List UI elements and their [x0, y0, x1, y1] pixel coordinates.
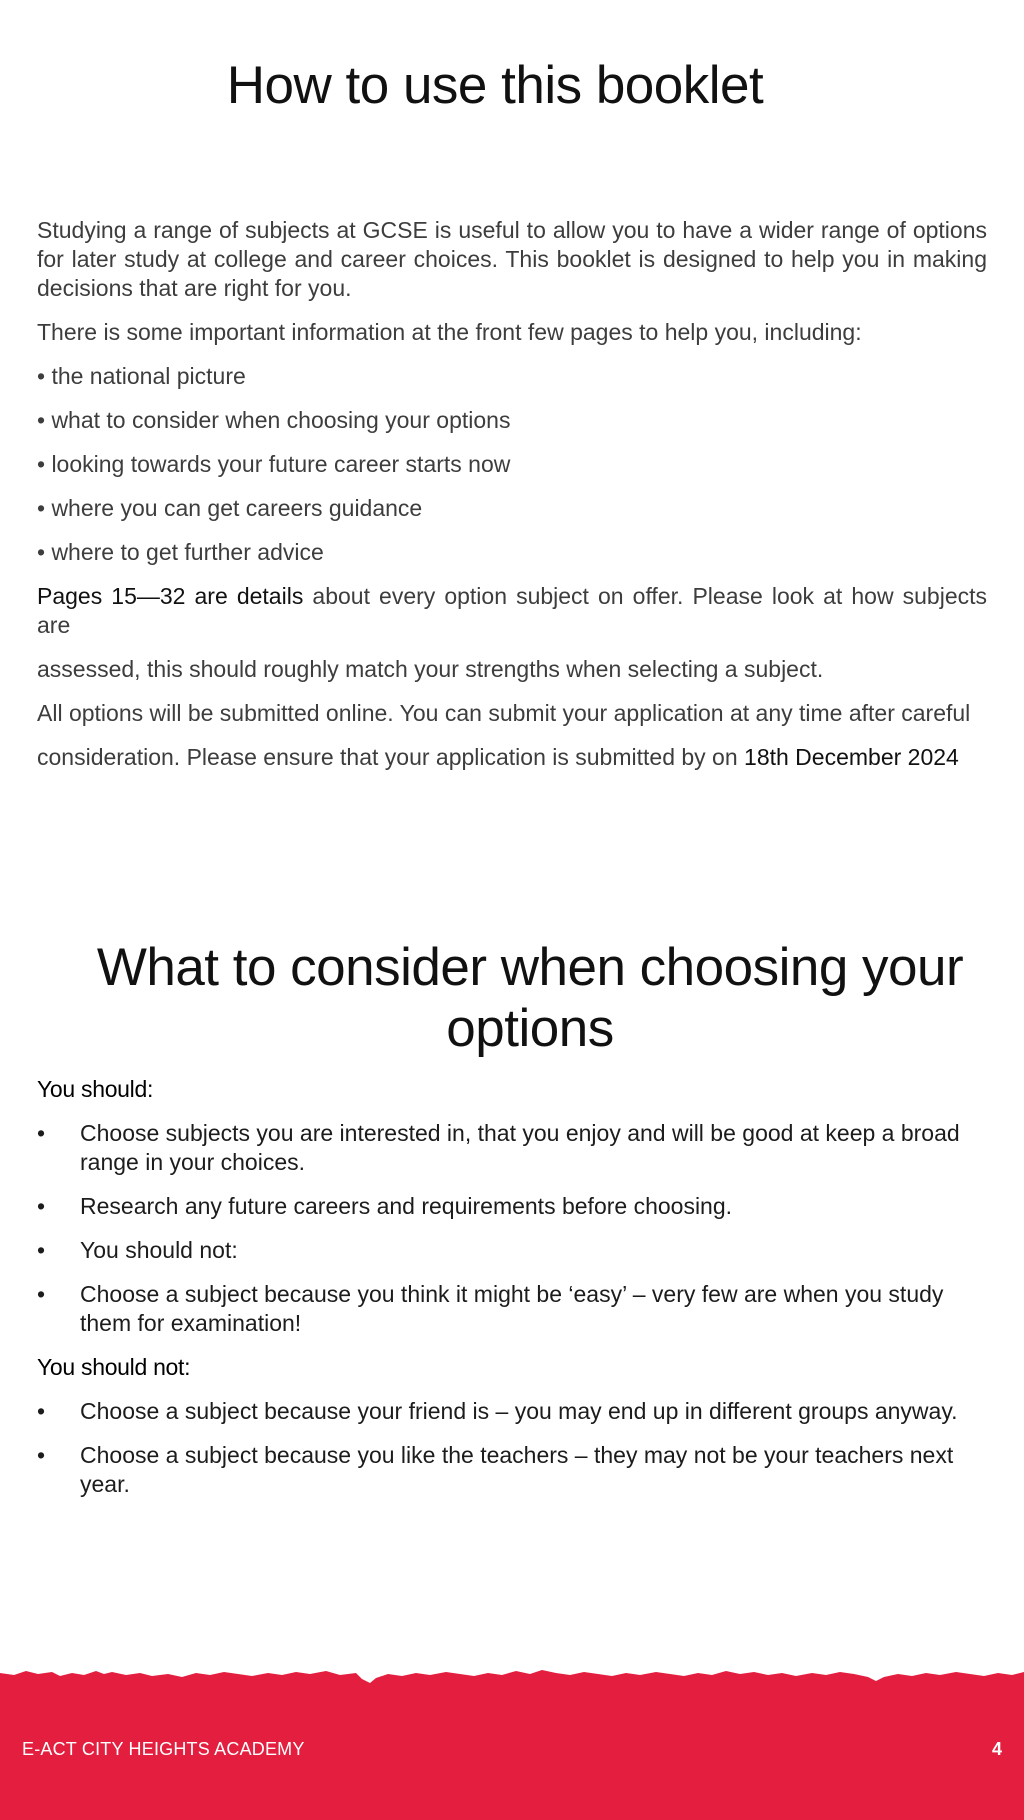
bullet-icon: •	[37, 1193, 46, 1219]
list-item	[37, 1280, 987, 1338]
list-item-text: Choose a subject because you think it might be ‘easy’ – very few are when you study them for examination!	[80, 1281, 944, 1336]
page-title: How to use this booklet	[226, 56, 764, 115]
footer-organisation: E-ACT CITY HEIGHTS ACADEMY	[22, 1739, 305, 1759]
list-item-text: Research any future careers and requirements before choosing.	[80, 1193, 733, 1219]
should-heading: You should:	[37, 1076, 154, 1102]
list-item-text: Choose a subject because your friend is – you may end up in different groups anyway.	[80, 1398, 958, 1424]
bullet-icon: •	[37, 1398, 46, 1424]
deadline-lead: consideration. Please ensure that your application is submitted by on	[37, 744, 745, 770]
page-number: 4	[991, 1739, 1002, 1759]
info-item-future-career: • looking towards your future career starts now	[37, 451, 511, 477]
pages-range: Pages 15—32 are details	[37, 583, 304, 609]
submit-paragraph: All options will be submitted online. You can submit your application at any time after careful	[37, 700, 971, 726]
deadline-paragraph	[37, 743, 987, 772]
list-item-text: You should not:	[80, 1237, 238, 1263]
list-item	[37, 1119, 987, 1177]
should-not-heading: You should not:	[37, 1354, 191, 1380]
intro-section	[37, 216, 987, 787]
list-item	[37, 1441, 987, 1499]
consider-section	[37, 1075, 987, 1514]
should-list	[37, 1119, 987, 1338]
pages-rest: about every option subject on offer. Please look at how subjects are	[37, 583, 988, 638]
list-item	[37, 1397, 987, 1426]
info-item-careers-guidance: • where you can get careers guidance	[37, 495, 423, 521]
info-item-further-advice: • where to get further advice	[37, 539, 324, 565]
bullet-icon: •	[37, 1281, 46, 1307]
bullet-icon: •	[37, 1442, 46, 1468]
section-title: What to consider when choosing your options	[96, 938, 964, 1058]
intro-paragraph: Studying a range of subjects at GCSE is useful to allow you to have a wider range of options for later study at college and career choices. This booklet is designed to help you in making decisions that are right for you.	[37, 217, 987, 301]
info-lead: There is some important information at the front few pages to help you, including:	[37, 319, 862, 345]
assessed-paragraph: assessed, this should roughly match your strengths when selecting a subject.	[37, 656, 824, 682]
should-not-list	[37, 1397, 987, 1499]
bullet-icon: •	[37, 1120, 46, 1146]
info-item-national-picture: • the national picture	[37, 363, 246, 389]
info-item-what-to-consider: • what to consider when choosing your options	[37, 407, 511, 433]
list-item	[37, 1236, 987, 1265]
footer-band	[0, 1665, 1024, 1820]
deadline-date: 18th December 2024	[744, 744, 959, 770]
list-item	[37, 1192, 987, 1221]
list-item-text: Choose a subject because you like the teachers – they may not be your teachers next year.	[80, 1442, 954, 1497]
list-item-text: Choose subjects you are interested in, that you enjoy and will be good at keep a broad range in your choices.	[80, 1120, 960, 1175]
bullet-icon: •	[37, 1237, 46, 1263]
pages-paragraph	[37, 582, 987, 640]
